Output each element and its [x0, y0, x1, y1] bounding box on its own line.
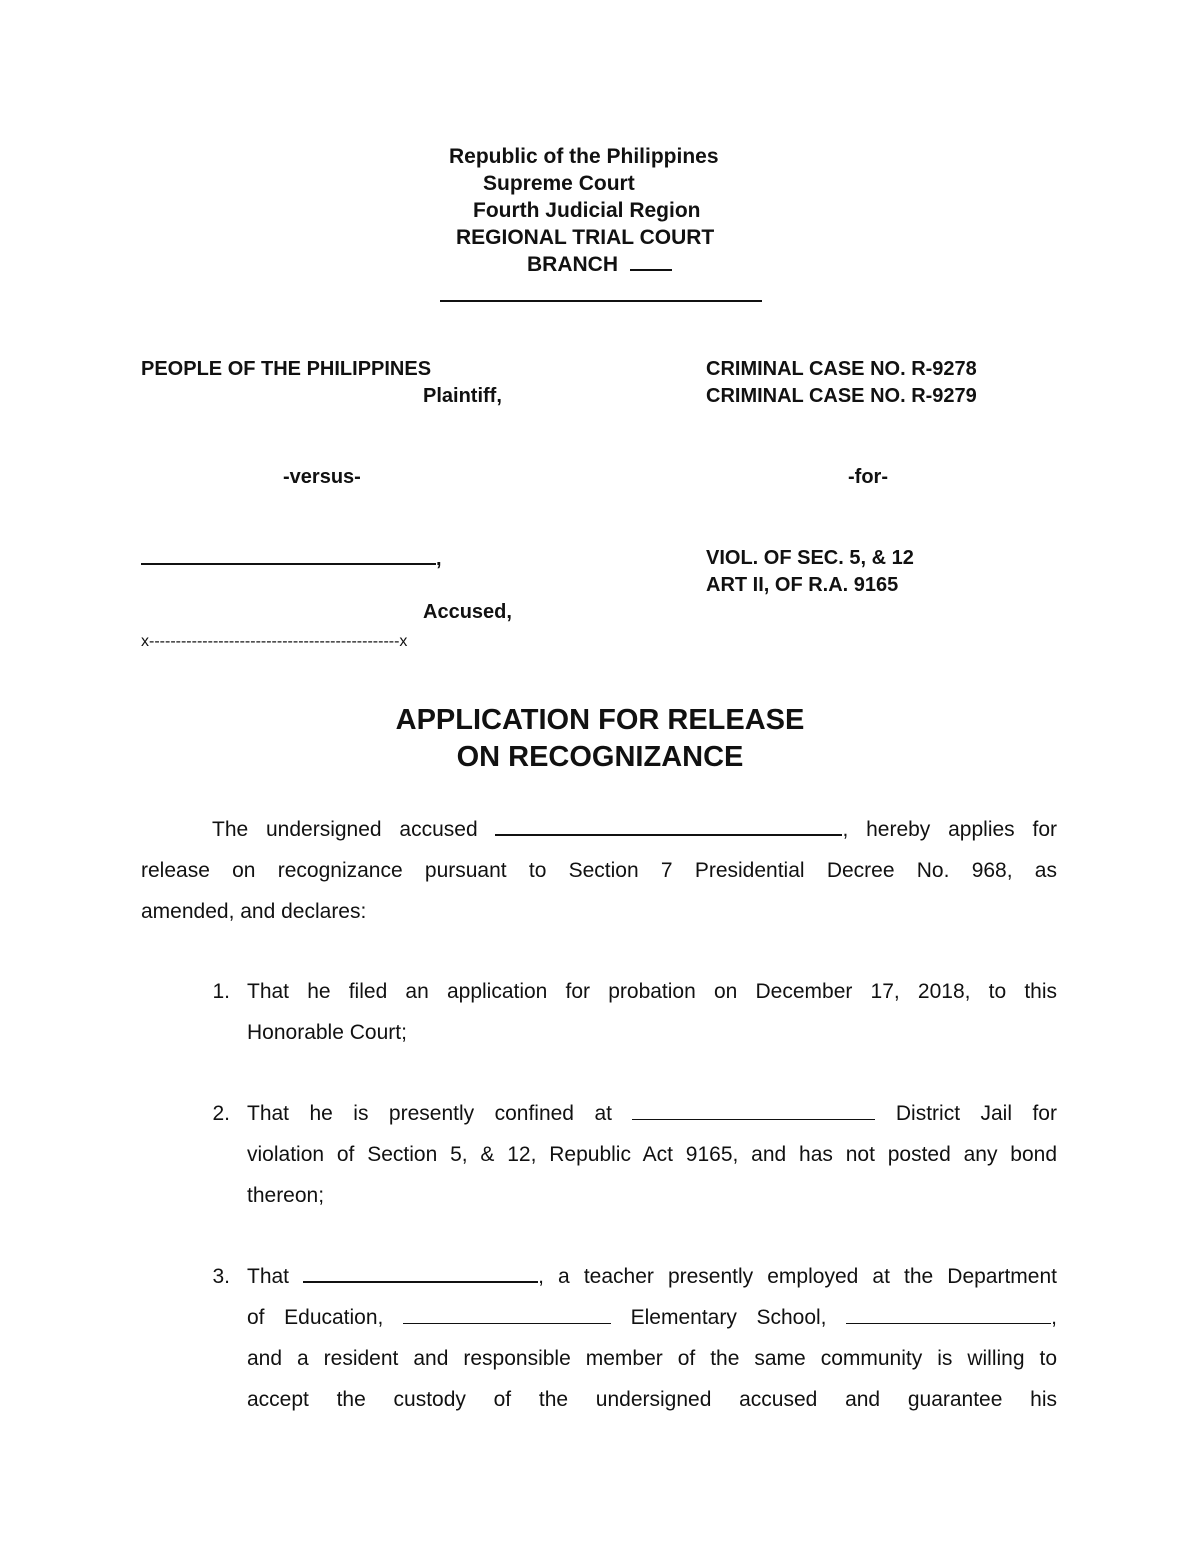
header-branch: [527, 251, 672, 278]
branch-label: BRANCH: [527, 253, 618, 276]
for-label: -for-: [848, 466, 888, 488]
item-3-text-a: That: [247, 1265, 290, 1288]
case-number-2: CRIMINAL CASE NO. R-9279: [706, 385, 977, 407]
item-3-text-b: , a teacher presently employed at the Department: [538, 1265, 1057, 1288]
item-3-line-4: accept the custody of the undersigned accused and guarantee his: [247, 1388, 1057, 1411]
offense-line-2: ART II, OF R.A. 9165: [706, 574, 899, 596]
item-3-number: 3.: [212, 1265, 230, 1288]
jail-name-field: [632, 1101, 875, 1120]
item-2-number: 2.: [212, 1102, 230, 1125]
versus-label: -versus-: [283, 466, 361, 488]
item-3-line-1: [247, 1256, 1057, 1297]
item-2-text-a: That he is presently confined at: [247, 1102, 612, 1125]
header-judicial-region: Fourth Judicial Region: [473, 199, 701, 222]
item-3-line-3: and a resident and responsible member of the same community is willing to: [247, 1347, 1057, 1370]
item-1: [190, 971, 1057, 1053]
item-3-text-c: of Education,: [247, 1306, 384, 1329]
accused-name-blank: [141, 545, 436, 565]
intro-line-2: release on recognizance pursuant to Section 7 Presidential Decree No. 968, as: [141, 859, 1057, 882]
school-location-field: [846, 1305, 1051, 1324]
item-3-line-2: [247, 1297, 1057, 1338]
item-2-line-1: [247, 1093, 1057, 1134]
intro-line-3: amended, and declares:: [141, 900, 367, 923]
header-trial-court: REGIONAL TRIAL COURT: [456, 226, 715, 249]
item-1-number: 1.: [212, 980, 230, 1003]
item-2: [190, 1093, 1057, 1216]
item-1-line-2: Honorable Court;: [247, 1021, 407, 1044]
item-3: [190, 1256, 1057, 1420]
accused-role: Accused,: [423, 601, 512, 623]
intro-line-1: [212, 809, 1057, 850]
case-number-1: CRIMINAL CASE NO. R-9278: [706, 358, 977, 380]
school-name-field: [403, 1305, 611, 1324]
branch-blank: [630, 251, 672, 271]
accused-comma: ,: [436, 548, 442, 570]
plaintiff-name: PEOPLE OF THE PHILIPPINES: [141, 358, 432, 380]
header-rule: [440, 300, 762, 302]
accused-name-line: [141, 545, 442, 573]
header-supreme-court: Supreme Court: [483, 172, 635, 195]
caption-divider: x-----------------------------------------------x: [141, 633, 408, 650]
item-2-line-2: violation of Section 5, & 12, Republic Act 9165, and has not posted any bond: [247, 1143, 1057, 1166]
offense-line-1: VIOL. OF SEC. 5, & 12: [706, 547, 914, 569]
plaintiff-role: Plaintiff,: [423, 385, 502, 407]
custodian-name-field: [303, 1263, 538, 1283]
item-2-line-3: thereon;: [247, 1184, 325, 1207]
intro-text-1: The undersigned accused: [212, 818, 478, 841]
item-2-text-b: District Jail for: [895, 1102, 1057, 1125]
item-1-line-1: That he filed an application for probation on December 17, 2018, to this: [247, 980, 1057, 1003]
accused-name-field: [495, 816, 842, 836]
document-title-line-2: ON RECOGNIZANCE: [456, 741, 744, 773]
header-republic: Republic of the Philippines: [449, 145, 719, 168]
item-3-text-d: Elementary School,: [630, 1306, 827, 1329]
intro-text-2: , hereby applies for: [842, 818, 1057, 841]
item-3-text-e: ,: [1051, 1306, 1057, 1329]
document-title-line-1: APPLICATION FOR RELEASE: [395, 704, 805, 736]
